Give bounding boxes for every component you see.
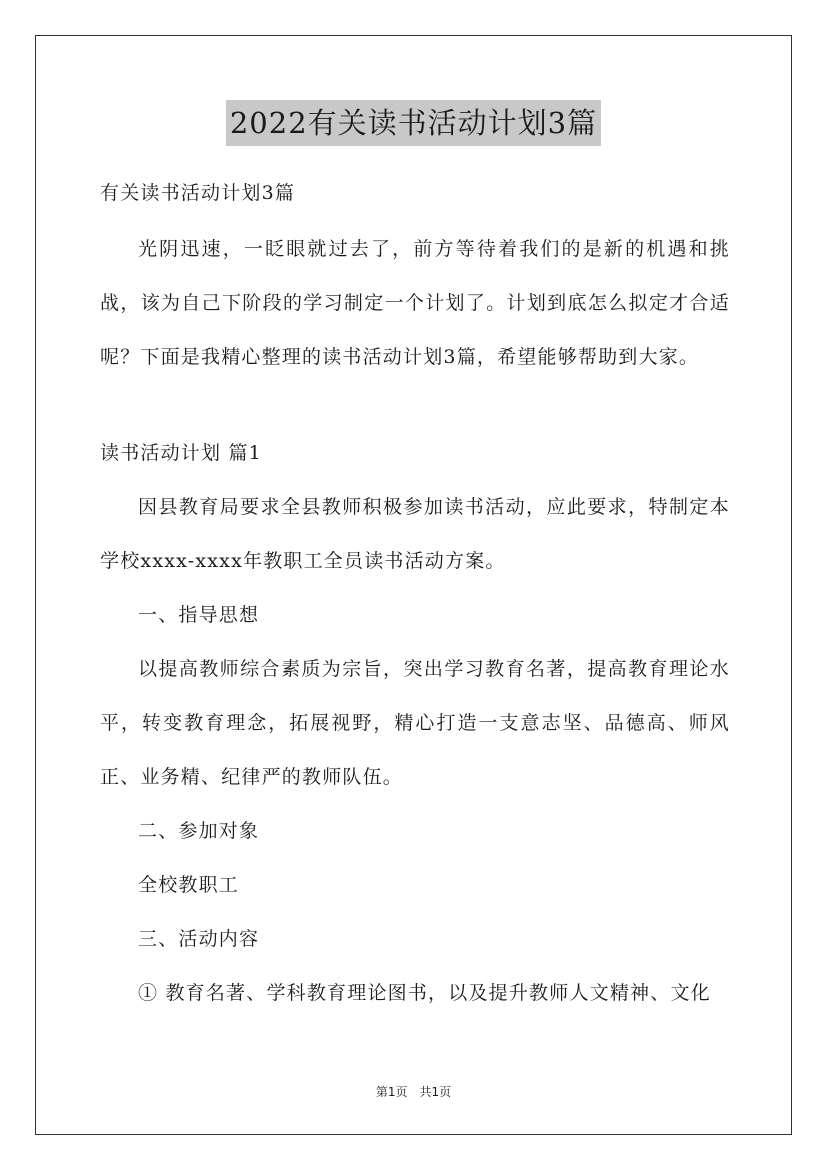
- section-heading: 读书活动计划 篇1: [100, 442, 262, 464]
- intro-paragraph: 光阴迅速，一眨眼就过去了，前方等待着我们的是新的机遇和挑战，该为自己下阶段的学习制定一个计划了。计划到底怎么拟定才合适呢？下面是我精心整理的读书活动计划3篇，希望能够帮助到大家。: [100, 238, 730, 368]
- item-heading-guiding-thought: 一、指导思想: [138, 604, 260, 626]
- section-paragraph: 因县教育局要求全县教师积极参加读书活动，应此要求，特制定本学校xxxx-xxxx年教职工全员读书活动方案。: [100, 496, 730, 572]
- item-paragraph-activity-content: ① 教育名著、学科教育理论图书，以及提升教师人文精神、文化: [138, 982, 711, 1004]
- document-subtitle: 有关读书活动计划3篇: [100, 182, 296, 204]
- item-heading-activity-content: 三、活动内容: [138, 928, 260, 950]
- document-title-wrapper: [0, 100, 827, 146]
- page-number: 第1页 共1页: [375, 1085, 452, 1099]
- item-paragraph-guiding-thought: 以提高教师综合素质为宗旨，突出学习教育名著，提高教育理论水平，转变教育理念，拓展视野，精心打造一支意志坚、品德高、师风正、业务精、纪律严的教师队伍。: [100, 658, 730, 788]
- document-body: [100, 168, 730, 1020]
- document-title: 2022有关读书活动计划3篇: [226, 100, 601, 146]
- item-paragraph-participants: 全校教职工: [138, 874, 240, 896]
- item-heading-participants: 二、参加对象: [138, 820, 260, 842]
